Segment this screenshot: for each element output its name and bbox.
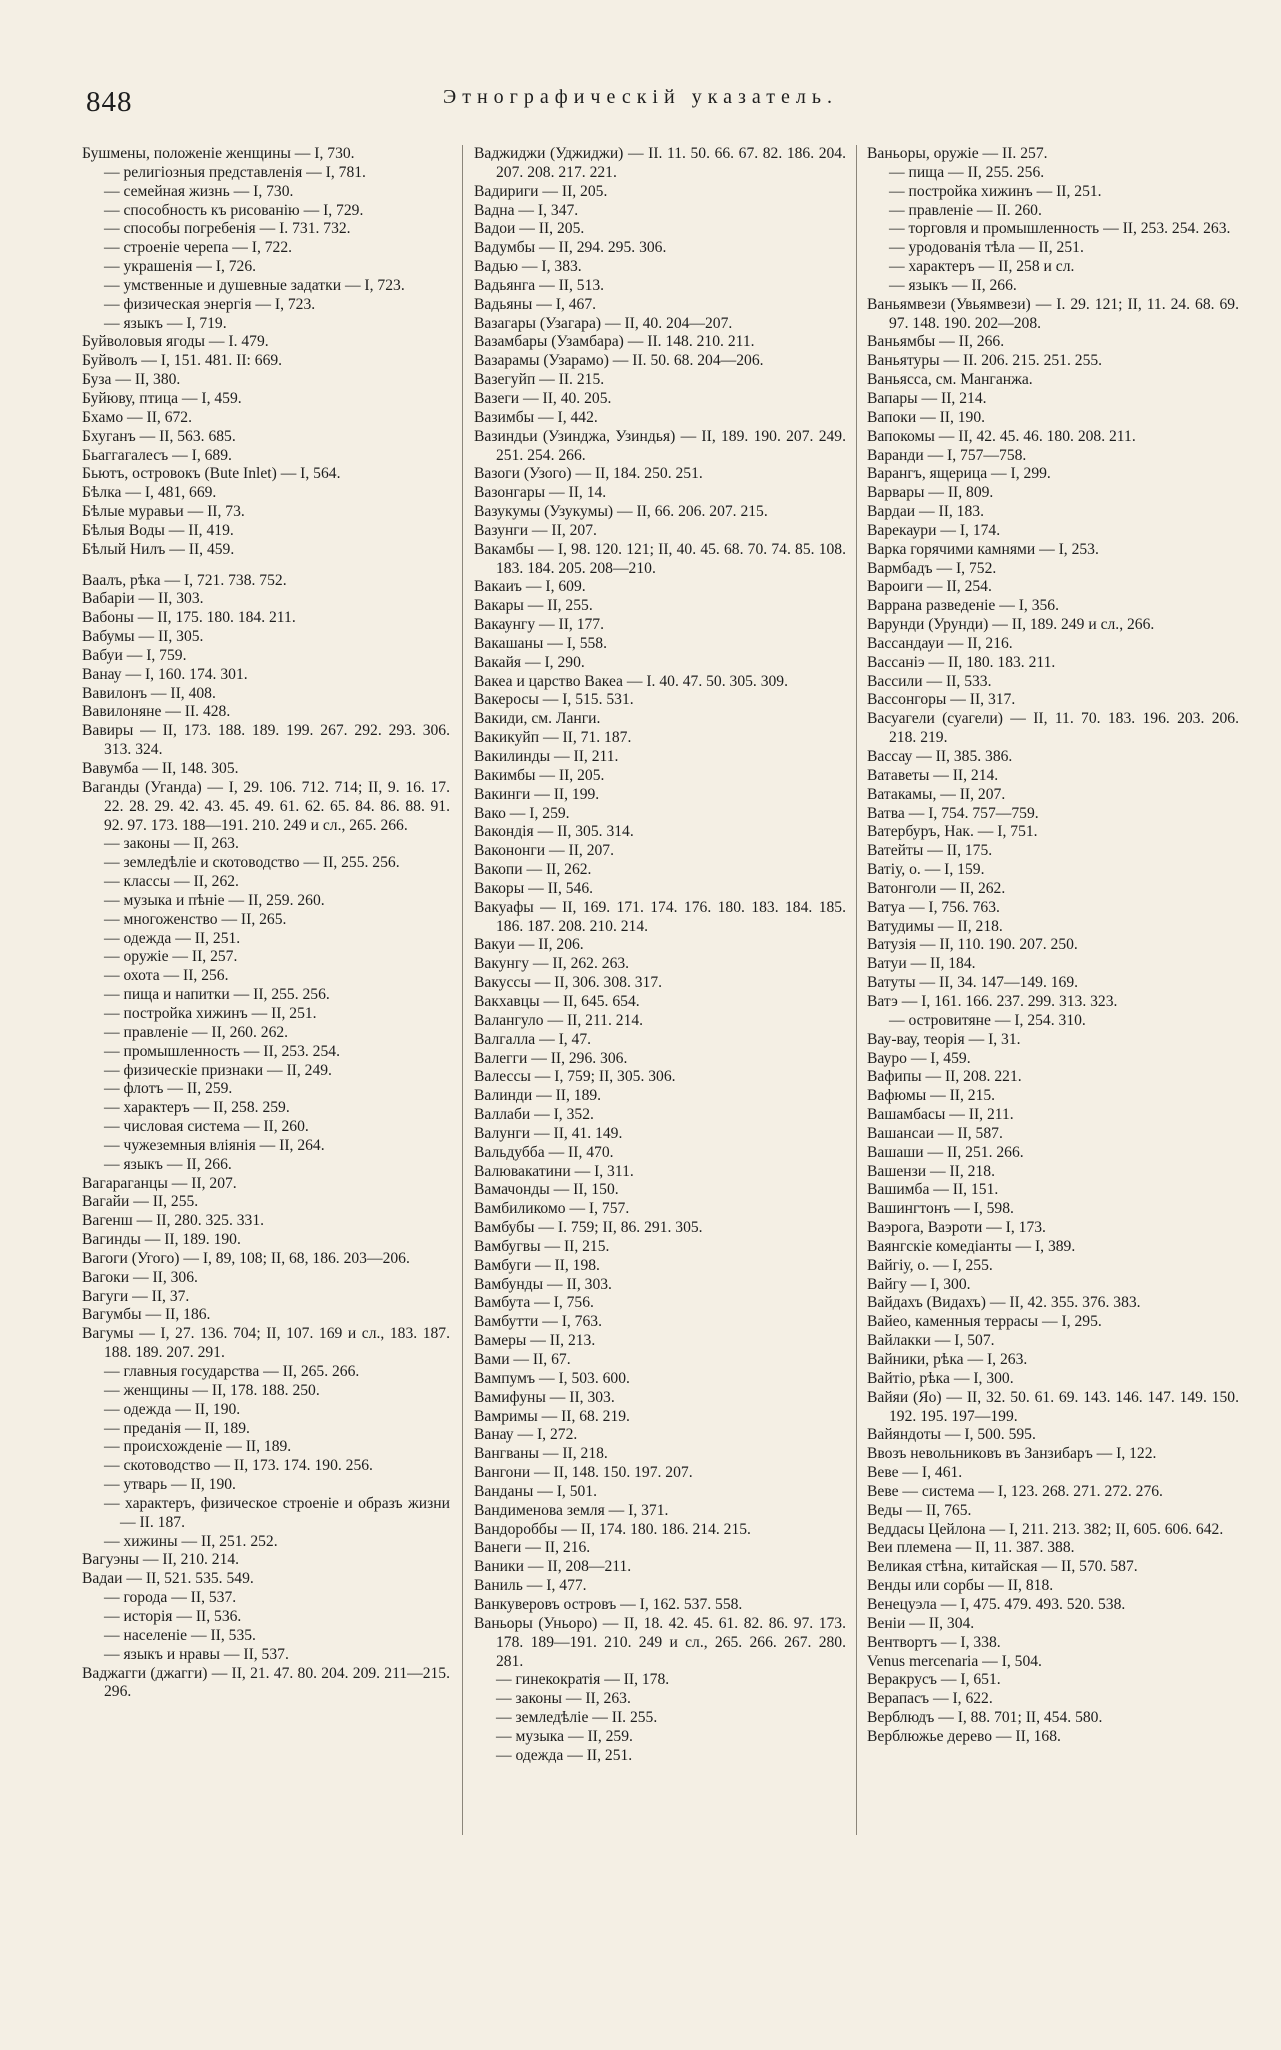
- index-entry: Вайтіо, рѣка — I, 300.: [867, 1369, 1014, 1387]
- index-subentry: — флотъ — II, 259.: [104, 1080, 233, 1098]
- index-subentry: — охота — II, 256.: [104, 967, 229, 985]
- index-entry: Вакуи — II, 206.: [474, 936, 584, 954]
- index-subentry: — утварь — II, 190.: [104, 1476, 236, 1494]
- index-entry: Ватіу, о. — I, 159.: [867, 861, 985, 879]
- index-entry: Буйволъ — I, 151. 481. II: 669.: [82, 352, 283, 370]
- index-entry: Вассаніэ — II, 180. 183. 211.: [867, 653, 1056, 671]
- index-entry: Веды — II, 765.: [867, 1501, 972, 1519]
- index-column-3: [867, 145, 1239, 1747]
- index-entry: Вазеги — II, 40. 205.: [474, 389, 612, 407]
- index-entry: Ваджиджи (Уджиджи) — II. 11. 50. 66. 67. 82. 186. 204. 207. 208. 217. 221.: [474, 145, 846, 181]
- index-subentry: — способность къ рисованію — I, 729.: [104, 201, 364, 219]
- index-entry: Вакары — II, 255.: [474, 597, 593, 615]
- index-entry: Ванау — I, 272.: [474, 1426, 578, 1444]
- index-entry: Вавилоняне — II. 428.: [82, 703, 231, 721]
- index-entry: Вами — II, 67.: [474, 1351, 571, 1368]
- index-entry: Вагуэны — II, 210. 214.: [82, 1551, 240, 1569]
- index-entry: Бьаггагалесъ — I, 689.: [82, 446, 232, 464]
- index-entry: Вагоги (Угого) — I, 89, 108; II, 68, 186. 203—206.: [82, 1249, 410, 1267]
- index-entry: Вакаиъ — I, 609.: [474, 578, 586, 596]
- index-entry: Вакилинды — II, 211.: [474, 748, 619, 765]
- index-entry: Бѣлый Нилъ — II, 459.: [82, 540, 235, 558]
- index-subentry: — языкъ и нравы — II, 537.: [104, 1645, 289, 1663]
- index-entry: Вандименова земля — I, 371.: [474, 1501, 669, 1519]
- index-entry: Вапокомы — II, 42. 45. 46. 180. 208. 211.: [867, 427, 1136, 445]
- index-entry: Вамбугвы — II, 215.: [474, 1237, 610, 1255]
- index-entry: Валунги — II, 41. 149.: [474, 1124, 623, 1142]
- index-entry: Валювакатини — I, 311.: [474, 1162, 634, 1180]
- index-entry: Вабоны — II, 175. 180. 184. 211.: [82, 609, 296, 627]
- index-entry: Веве — система — I, 123. 268. 271. 272. 276.: [867, 1482, 1163, 1500]
- index-subentry: — уродованія тѣла — II, 251.: [889, 239, 1084, 257]
- index-entry: Вароиги — II, 254.: [867, 578, 992, 596]
- index-entry: Вамбуги — II, 198.: [474, 1256, 600, 1274]
- index-entry: Ватуи — II, 184.: [867, 955, 976, 973]
- index-entry: Ватуа — I, 756. 763.: [867, 898, 1000, 916]
- index-entry: Вакуссы — II, 306. 308. 317.: [474, 974, 663, 992]
- index-subentry: — строеніе черепа — I, 722.: [104, 239, 293, 257]
- index-entry: Варанди — I, 757—758.: [867, 446, 1027, 464]
- index-subentry: — умственные и душевные задатки — I, 723.: [104, 276, 405, 294]
- index-subentry: — города — II, 537.: [104, 1589, 237, 1607]
- index-entry: Ватудимы — II, 218.: [867, 917, 1003, 935]
- index-entry: Вакононги — II, 207.: [474, 842, 614, 860]
- index-entry: Вампумъ — I, 503. 600.: [474, 1369, 630, 1387]
- index-subentry: — торговля и промышленность — II, 253. 254. 263.: [889, 220, 1231, 238]
- index-subentry: — пища — II, 255. 256.: [889, 163, 1045, 181]
- index-entry: Вадью — I, 383.: [474, 258, 582, 276]
- index-subentry: — физическая энергія — I, 723.: [104, 295, 316, 313]
- index-entry: Ватербуръ, Нак. — I, 751.: [867, 823, 1038, 841]
- index-entry: Ватузія — II, 110. 190. 207. 250.: [867, 936, 1078, 954]
- index-subentry: — характеръ — II, 258 и сл.: [889, 258, 1075, 276]
- index-entry: Вайдахъ (Видахъ) — II, 42. 355. 376. 383.: [867, 1294, 1141, 1312]
- index-entry: Вакхавцы — II, 645. 654.: [474, 992, 640, 1010]
- index-entry: Вамачонды — II, 150.: [474, 1181, 619, 1199]
- index-subentry: — языкъ — II, 266.: [889, 276, 1017, 294]
- index-entry: Ваники — II, 208—211.: [474, 1558, 632, 1576]
- index-entry: Вагараганцы — II, 207.: [82, 1174, 237, 1192]
- index-entry: Ватейты — II, 175.: [867, 842, 993, 860]
- index-entry: Ватонголи — II, 262.: [867, 879, 1006, 897]
- index-entry: Вагенш — II, 280. 325. 331.: [82, 1212, 265, 1230]
- index-entry: Вакуафы — II, 169. 171. 174. 176. 180. 183. 184. 185. 186. 187. 208. 210. 214.: [474, 898, 846, 935]
- index-entry: Вангваны — II, 218.: [474, 1445, 608, 1463]
- index-entry: Варекаури — I, 174.: [867, 521, 1001, 539]
- index-subentry: — характеръ — II, 258. 259.: [104, 1099, 290, 1117]
- index-entry: Вашамбасы — II, 211.: [867, 1106, 1014, 1124]
- index-entry: Вазимбы — I, 442.: [474, 408, 598, 426]
- index-subentry: — характеръ, физическое строеніе и образъ жизни — II. 187.: [104, 1494, 450, 1531]
- page-title: Этнографическій указатель.: [443, 86, 838, 108]
- index-entry: Веддасы Цейлона — I, 211. 213. 382; II, 605. 606. 642.: [867, 1520, 1224, 1538]
- index-entry: Вагумбы — II, 186.: [82, 1306, 211, 1324]
- index-entry: Вауро — I, 459.: [867, 1049, 971, 1067]
- index-entry: Вагуги — II, 37.: [82, 1287, 190, 1305]
- index-entry: Ваньясса, см. Манганжа.: [867, 371, 1033, 389]
- index-subentry: — правленіе — II. 260.: [889, 201, 1042, 219]
- index-entry: Venus mercenaria — I, 504.: [867, 1652, 1042, 1670]
- index-entry: Варангъ, ящерица — I, 299.: [867, 465, 1051, 483]
- index-entry: Вакунгу — II, 262. 263.: [474, 955, 630, 973]
- index-entry: Вазукумы (Узукумы) — II, 66. 206. 207. 215.: [474, 503, 768, 521]
- index-subentry: — скотоводство — II, 173. 174. 190. 256.: [104, 1457, 373, 1475]
- index-subentry: — одежда — II, 190.: [104, 1400, 241, 1418]
- index-entry: Валлаби — I, 352.: [474, 1106, 594, 1124]
- index-entry: Вашимба — II, 151.: [867, 1181, 999, 1199]
- index-subentry: — физическіе признаки — II, 249.: [104, 1061, 332, 1079]
- index-subentry: — музыка — II, 259.: [496, 1727, 633, 1745]
- index-entry: Васуагели (суагели) — II, 11. 70. 183. 196. 203. 206. 218. 219.: [867, 710, 1239, 747]
- index-entry: Вамбунды — II, 303.: [474, 1275, 612, 1293]
- index-subentry: — законы — II, 263.: [496, 1690, 631, 1708]
- index-entry: Вагумы — I, 27. 136. 704; II, 107. 169 и сл., 183. 187. 188. 189. 207. 291.: [82, 1325, 450, 1362]
- index-subentry: — чужеземныя вліянія — II, 264.: [104, 1136, 325, 1154]
- index-entry: Ватуты — II, 34. 147—149. 169.: [867, 974, 1079, 992]
- index-entry: Вайгу — I, 300.: [867, 1275, 971, 1293]
- index-entry: Вакиди, см. Ланги.: [474, 710, 601, 728]
- index-subentry: — происхожденіе — II, 189.: [104, 1438, 292, 1456]
- index-entry: Вазегуйп — II. 215.: [474, 371, 605, 389]
- index-entry: Ваянгскіе комедіанты — I, 389.: [867, 1237, 1076, 1255]
- index-entry: Бѣлые муравьи — II, 73.: [82, 503, 245, 521]
- index-subentry: — гинекократія — II, 178.: [496, 1671, 670, 1689]
- index-entry: Вакоры — II, 546.: [474, 879, 594, 897]
- index-entry: Ваньоры (Уньоро) — II, 18. 42. 45. 61. 82. 86. 97. 173. 178. 189—191. 210. 249 и сл., 265. 266. 267. 280. 281.: [474, 1614, 846, 1670]
- index-entry: Вармбадъ — I, 752.: [867, 559, 997, 577]
- index-entry: Вакимбы — II, 205.: [474, 766, 605, 784]
- index-entry: Великая стѣна, китайская — II, 570. 587.: [867, 1558, 1138, 1576]
- index-entry: Ввозъ невольниковъ въ Занзибаръ — I, 122.: [867, 1445, 1157, 1463]
- index-entry: Валессы — I, 759; II, 305. 306.: [474, 1068, 676, 1086]
- index-entry: Ватакамы, — II, 207.: [867, 785, 1006, 803]
- index-subentry: — постройка хижинъ — II, 251.: [889, 182, 1102, 200]
- index-entry: Вабумы — II, 305.: [82, 628, 204, 646]
- index-subentry: — языкъ — I, 719.: [104, 314, 227, 332]
- index-entry: Вакондія — II, 305. 314.: [474, 823, 634, 841]
- index-subentry: — числовая система — II, 260.: [104, 1118, 309, 1136]
- index-entry: Вадои — II, 205.: [474, 220, 585, 238]
- index-entry: Вассау — II, 385. 386.: [867, 748, 1013, 765]
- index-entry: Вайяи (Яо) — II, 32. 50. 61. 69. 143. 146. 147. 149. 150. 192. 195. 197—199.: [867, 1388, 1239, 1425]
- index-subentry: — женщины — II, 178. 188. 250.: [104, 1381, 320, 1399]
- index-entry: Вапары — II, 214.: [867, 389, 987, 407]
- index-entry: Вазунги — II, 207.: [474, 521, 597, 539]
- index-subentry: — языкъ — II, 266.: [104, 1155, 232, 1173]
- index-entry: Веи племена — II, 11. 387. 388.: [867, 1539, 1075, 1557]
- index-entry: Вавилонъ — II, 408.: [82, 684, 216, 702]
- index-subentry: — украшенія — I, 726.: [104, 258, 257, 276]
- index-entry: Вамбутти — I, 763.: [474, 1313, 602, 1331]
- index-entry: Вафипы — II, 208. 221.: [867, 1068, 1022, 1086]
- index-entry: Вайяндоты — I, 500. 595.: [867, 1426, 1036, 1444]
- index-entry: Варвары — II, 809.: [867, 484, 994, 502]
- index-entry: Вабаріи — II, 303.: [82, 590, 204, 608]
- index-column-1: [82, 145, 450, 1702]
- index-entry: Ваджагги (джагги) — II, 21. 47. 80. 204. 209. 211—215. 296.: [82, 1664, 450, 1701]
- index-entry: Вапоки — II, 190.: [867, 408, 986, 426]
- index-entry: Ваниль — I, 477.: [474, 1577, 587, 1595]
- index-subentry: — оружіе — II, 257.: [104, 948, 238, 966]
- index-entry: Вакеа и царство Вакеа — I. 40. 47. 50. 305. 309.: [474, 672, 789, 690]
- index-subentry: — семейная жизнь — I, 730.: [104, 182, 294, 200]
- index-entry: Ватва — I, 754. 757—759.: [867, 804, 1039, 822]
- index-entry: Вадумбы — II, 294. 295. 306.: [474, 239, 667, 257]
- index-subentry: — земледѣліе и скотоводство — II, 255. 256.: [104, 854, 400, 872]
- index-subentry: — пища и напитки — II, 255. 256.: [104, 986, 330, 1004]
- index-entry: Вазарамы (Узарамо) — II. 50. 68. 204—206.: [474, 352, 764, 370]
- index-entry: Ваньямвези (Увьямвези) — I. 29. 121; II, 11. 24. 68. 69. 97. 148. 190. 202—208.: [867, 295, 1239, 332]
- index-entry: Вентвортъ — I, 338.: [867, 1633, 1001, 1651]
- index-entry: Вакаунгу — II, 177.: [474, 616, 604, 634]
- index-subentry: — классы — II, 262.: [104, 873, 239, 891]
- index-entry: Ваганды (Уганда) — I, 29. 106. 712. 714; II, 9. 16. 17. 22. 28. 29. 42. 43. 45. 49. 61. 62. 65. 84. 86. 88. 91. 92. 97. 173. 188—191. 210. 249 и сл., 265. 266.: [82, 778, 450, 834]
- index-entry: Ванау — I, 160. 174. 301.: [82, 665, 248, 683]
- index-entry: Вашансаи — II, 587.: [867, 1124, 1003, 1142]
- index-subentry: — земледѣліе — II. 255.: [496, 1709, 658, 1727]
- index-entry: Вайео, каменныя террасы — I, 295.: [867, 1313, 1102, 1331]
- index-entry: Вакикуйп — II, 71. 187.: [474, 729, 632, 747]
- index-subentry: — исторія — II, 536.: [104, 1607, 242, 1625]
- index-column-2: [474, 145, 846, 1766]
- index-entry: Вамеры — II, 213.: [474, 1332, 596, 1350]
- index-entry: Вазиндьи (Узинджа, Узиндья) — II, 189. 190. 207. 249. 251. 254. 266.: [474, 427, 846, 464]
- index-entry: Веніи — II, 304.: [867, 1614, 975, 1632]
- index-entry: Ватаветы — II, 214.: [867, 766, 999, 784]
- index-entry: Вассонгоры — II, 317.: [867, 691, 1016, 709]
- index-entry: Веракрусъ — I, 651.: [867, 1671, 1001, 1689]
- index-entry: Ваэрога, Ваэроти — I, 173.: [867, 1219, 1046, 1237]
- index-entry: Ваньятуры — II. 206. 215. 251. 255.: [867, 352, 1103, 370]
- index-entry: Валегги — II, 296. 306.: [474, 1049, 628, 1067]
- index-entry: Вавумба — II, 148. 305.: [82, 760, 239, 777]
- index-subentry: — хижины — II, 251. 252.: [104, 1532, 278, 1550]
- index-entry: Вайлакки — I, 507.: [867, 1332, 995, 1350]
- index-subentry: — правленіе — II, 260. 262.: [104, 1023, 289, 1041]
- index-entry: Вакамбы — I, 98. 120. 121; II, 40. 45. 68. 70. 74. 85. 108. 183. 184. 205. 208—210.: [474, 540, 846, 577]
- index-entry: Вадьяны — I, 467.: [474, 295, 597, 313]
- index-entry: Вашензи — II, 218.: [867, 1162, 995, 1180]
- index-subentry: — способы погребенія — I. 731. 732.: [104, 220, 351, 238]
- index-entry: Вамбута — I, 756.: [474, 1294, 594, 1312]
- index-entry: Вакайя — I, 290.: [474, 653, 585, 671]
- index-entry: Вальдубба — II, 470.: [474, 1143, 614, 1161]
- index-entry: Вамбиликомо — I, 757.: [474, 1200, 630, 1218]
- index-entry: Бхуганъ — II, 563. 685.: [82, 427, 236, 445]
- index-entry: Вашаши — II, 251. 266.: [867, 1143, 1024, 1161]
- index-entry: Вакашаны — I, 558.: [474, 634, 608, 652]
- index-entry: Вамримы — II, 68. 219.: [474, 1407, 630, 1425]
- index-subentry: — религіозныя представленія — I, 781.: [104, 163, 366, 181]
- index-entry: Вазамбары (Узамбара) — II. 148. 210. 211.: [474, 333, 755, 351]
- index-entry: Вафюмы — II, 215.: [867, 1087, 996, 1105]
- index-subentry: — островитяне — I, 254. 310.: [889, 1011, 1086, 1029]
- index-entry: Варрана разведеніе — I, 356.: [867, 597, 1059, 615]
- index-subentry: — многоженство — II, 265.: [104, 910, 287, 928]
- index-entry: Венды или сорбы — II, 818.: [867, 1577, 1054, 1595]
- index-entry: Вангони — II, 148. 150. 197. 207.: [474, 1464, 693, 1482]
- index-entry: Бѣлыя Воды — II, 419.: [82, 521, 234, 539]
- index-entry: Вавиры — II, 173. 188. 189. 199. 267. 292. 293. 306. 313. 324.: [82, 722, 450, 759]
- index-entry: Ванеги — II, 216.: [474, 1539, 591, 1557]
- index-entry: Ваалъ, рѣка — I, 721. 738. 752.: [82, 571, 287, 589]
- index-entry: Буза — II, 380.: [82, 371, 181, 389]
- index-entry: Вазонгары — II, 14.: [474, 484, 607, 502]
- index-entry: Вассили — II, 533.: [867, 672, 992, 690]
- index-entry: Верблюдъ — I, 88. 701; II, 454. 580.: [867, 1709, 1103, 1727]
- index-entry: Вау-вау, теорія — I, 31.: [867, 1030, 1021, 1048]
- index-entry: Вадаи — II, 521. 535. 549.: [82, 1570, 254, 1588]
- index-entry: Буйюву, птица — I, 459.: [82, 389, 242, 407]
- index-entry: Вазагары (Узагара) — II, 40. 204—207.: [474, 314, 733, 332]
- index-entry: Вамбубы — I. 759; II, 86. 291. 305.: [474, 1219, 703, 1237]
- index-subentry: — промышленность — II, 253. 254.: [104, 1042, 340, 1060]
- index-entry: Вагинды — II, 189. 190.: [82, 1231, 241, 1249]
- index-entry: Ватэ — I, 161. 166. 237. 299. 313. 323.: [867, 992, 1118, 1010]
- index-entry: Ванданы — I, 501.: [474, 1482, 598, 1500]
- index-entry: Вабуи — I, 759.: [82, 646, 187, 664]
- index-entry: Веве — I, 461.: [867, 1464, 963, 1482]
- index-entry: Валинди — II, 189.: [474, 1087, 602, 1105]
- index-subentry: — населеніе — II, 535.: [104, 1626, 256, 1644]
- index-entry: Вазоги (Узого) — II, 184. 250. 251.: [474, 465, 703, 483]
- index-entry: Вассандауи — II, 216.: [867, 634, 1013, 652]
- index-entry: Варунди (Урунди) — II, 189. 249 и сл., 266.: [867, 616, 1155, 634]
- index-entry: Вакопи — II, 262.: [474, 861, 592, 879]
- index-subentry: — преданія — II, 189.: [104, 1419, 250, 1437]
- index-entry: Бхамо — II, 672.: [82, 408, 192, 426]
- index-entry: Валангуло — II, 211. 214.: [474, 1011, 644, 1029]
- index-entry: Ваньоры, оружіе — II. 257.: [867, 145, 1048, 162]
- index-entry: Бушмены, положеніе женщины — I, 730.: [82, 145, 355, 162]
- index-entry: Бьютъ, островокъ (Bute Inlet) — I, 564.: [82, 465, 341, 483]
- index-entry: Вандороббы — II, 174. 180. 186. 214. 215.: [474, 1520, 751, 1538]
- column-divider: [856, 145, 857, 1835]
- index-subentry: — одежда — II, 251.: [496, 1746, 633, 1764]
- index-entry: Вагайи — II, 255.: [82, 1193, 199, 1211]
- index-subentry: — постройка хижинъ — II, 251.: [104, 1004, 317, 1022]
- index-entry: Вардаи — II, 183.: [867, 503, 984, 521]
- index-entry: Вадириги — II, 205.: [474, 182, 608, 200]
- index-entry: Вайники, рѣка — I, 263.: [867, 1351, 1028, 1368]
- section-gap: [82, 560, 450, 572]
- index-entry: Ванкуверовъ островъ — I, 162. 537. 558.: [474, 1595, 743, 1613]
- column-divider: [462, 145, 463, 1835]
- index-entry: Венецуэла — I, 475. 479. 493. 520. 538.: [867, 1595, 1126, 1613]
- index-entry: Вайгіу, о. — I, 255.: [867, 1256, 993, 1274]
- index-entry: Вакинги — II, 199.: [474, 785, 600, 803]
- index-subentry: — музыка и пѣніе — II, 259. 260.: [104, 891, 325, 909]
- index-entry: Валгалла — I, 47.: [474, 1030, 592, 1048]
- index-entry: Верблюжье дерево — II, 168.: [867, 1727, 1061, 1745]
- index-entry: Варка горячими камнями — I, 253.: [867, 540, 1099, 558]
- index-entry: Вако — I, 259.: [474, 804, 570, 822]
- index-entry: Вадна — I, 347.: [474, 201, 579, 219]
- page-number: 848: [86, 86, 133, 118]
- index-entry: Верапасъ — I, 622.: [867, 1690, 993, 1708]
- index-entry: Вашингтонъ — I, 598.: [867, 1200, 1014, 1218]
- index-entry: Вадьянга — II, 513.: [474, 276, 605, 294]
- index-subentry: — законы — II, 263.: [104, 835, 239, 853]
- index-entry: Бѣлка — I, 481, 669.: [82, 484, 217, 502]
- index-entry: Буйволовыя ягоды — I. 479.: [82, 333, 269, 351]
- index-entry: Вамифуны — II, 303.: [474, 1388, 615, 1406]
- index-entry: Вагоки — II, 306.: [82, 1268, 198, 1286]
- index-subentry: — главныя государства — II, 265. 266.: [104, 1363, 360, 1380]
- index-subentry: — одежда — II, 251.: [104, 929, 241, 947]
- index-entry: Ваньямбы — II, 266.: [867, 333, 1005, 351]
- index-entry: Вакеросы — I, 515. 531.: [474, 691, 634, 709]
